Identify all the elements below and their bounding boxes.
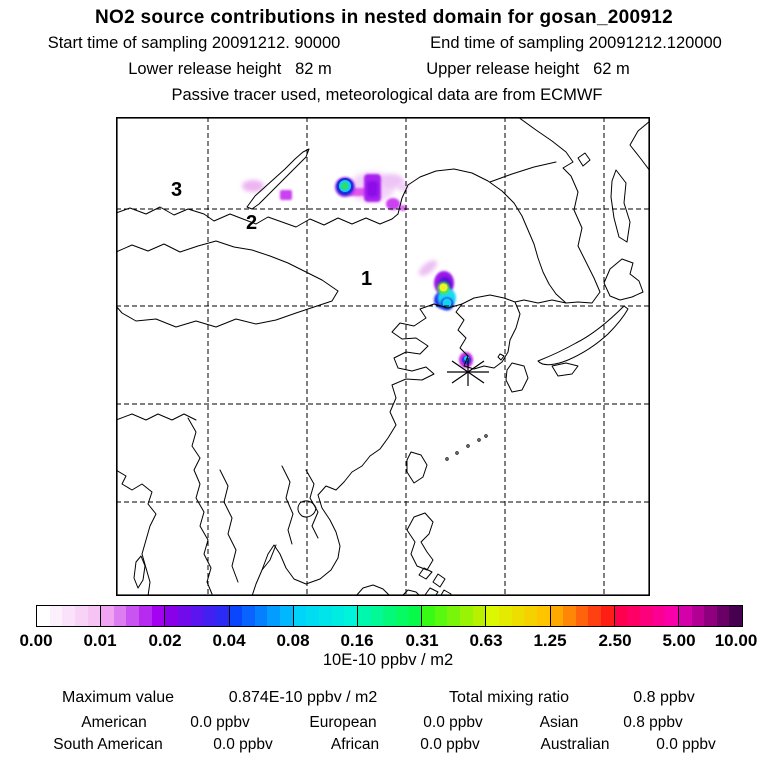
colorbar-cell (435, 606, 448, 626)
source-region-label-2: 2 (246, 212, 258, 234)
colorbar-tick-label: 0.63 (469, 631, 503, 650)
colorbar-cell (704, 606, 717, 626)
colorbar-cell (88, 606, 101, 626)
colorbar-cell (499, 606, 512, 626)
colorbar-segment (101, 606, 165, 626)
colorbar-tick-label: 0.16 (340, 631, 374, 650)
colorbar-tick-label: 1.25 (533, 631, 567, 650)
region-american-label: American (81, 714, 147, 731)
colorbar-cell (165, 606, 178, 626)
colorbar-cell (152, 606, 165, 626)
colorbar-cell (665, 606, 678, 626)
colorbar-cell (37, 606, 50, 626)
region-australian-value: 0.0 ppbv (656, 736, 716, 753)
region-south-american-value: 0.0 ppbv (213, 736, 273, 753)
lower-release-text: Lower release height 82 m (128, 60, 332, 78)
tracer-note-text: Passive tracer used, meteorological data are from ECMWF (171, 86, 603, 104)
colorbar-cell (306, 606, 319, 626)
colorbar-cell (409, 606, 422, 626)
colorbar-cell (203, 606, 216, 626)
end-time-text: End time of sampling 20091212.120000 (430, 34, 722, 52)
receptor-star-icon (447, 358, 489, 386)
colorbar-segment (294, 606, 358, 626)
colorbar-cell (576, 606, 589, 626)
colorbar-cell (588, 606, 601, 626)
colorbar-cell (537, 606, 550, 626)
colorbar-tick-label: 10.00 (714, 631, 758, 650)
total-mixing-ratio-value: 0.8 ppbv (633, 689, 695, 706)
colorbar-cell (679, 606, 692, 626)
colorbar-cell (422, 606, 435, 626)
colorbar-cell (344, 606, 357, 626)
colorbar-cell (729, 606, 742, 626)
colorbar-cell (191, 606, 204, 626)
colorbar-cell (242, 606, 255, 626)
region-asian-label: Asian (539, 714, 579, 731)
colorbar-cell (627, 606, 640, 626)
colorbar-segment (230, 606, 294, 626)
colorbar-cell (255, 606, 268, 626)
colorbar-cell (216, 606, 229, 626)
total-mixing-ratio-label: Total mixing ratio (448, 689, 570, 706)
region-asian-value: 0.8 ppbv (623, 714, 683, 731)
colorbar-cell (358, 606, 371, 626)
region-european-label: European (309, 714, 377, 731)
colorbar-cell (114, 606, 127, 626)
colorbar-cell (62, 606, 75, 626)
colorbar-cell (563, 606, 576, 626)
colorbar-cell (319, 606, 332, 626)
colorbar-cell (717, 606, 730, 626)
region-south-american-label: South American (53, 736, 163, 753)
colorbar-cell (524, 606, 537, 626)
colorbar-segment (37, 606, 101, 626)
colorbar-cell (383, 606, 396, 626)
colorbar-cell (230, 606, 243, 626)
region-australian-label: Australian (540, 736, 610, 753)
colorbar-cell (551, 606, 564, 626)
map-svg (116, 117, 650, 596)
colorbar-cell (653, 606, 666, 626)
plume-overlay (242, 172, 473, 368)
colorbar-tick-label: 5.00 (662, 631, 696, 650)
colorbar-cell (126, 606, 139, 626)
source-region-label-3: 3 (171, 179, 183, 201)
colorbar-cell (447, 606, 460, 626)
colorbar-cell (280, 606, 293, 626)
colorbar-cell (294, 606, 307, 626)
colorbar-tick-label: 0.08 (276, 631, 310, 650)
colorbar-segment (615, 606, 679, 626)
colorbar-cell (178, 606, 191, 626)
colorbar-cell (267, 606, 280, 626)
colorbar-cell (512, 606, 525, 626)
colorbar-cell (460, 606, 473, 626)
page-title: NO2 source contributions in nested domain for gosan_200912 (94, 7, 674, 28)
colorbar-cell (371, 606, 384, 626)
colorbar-tick-label: 0.04 (212, 631, 246, 650)
colorbar-segment (679, 606, 742, 626)
upper-release-text: Upper release height 62 m (426, 60, 630, 78)
colorbar-cell (473, 606, 486, 626)
colorbar-cell (50, 606, 63, 626)
region-african-label: African (330, 736, 380, 753)
colorbar-segment (551, 606, 615, 626)
colorbar-cell (486, 606, 499, 626)
colorbar-segment (422, 606, 486, 626)
colorbar-segment (486, 606, 550, 626)
colorbar-cell (601, 606, 614, 626)
colorbar-cell (692, 606, 705, 626)
colorbar-tick-label: 2.50 (598, 631, 632, 650)
maximum-value-label: Maximum value (61, 689, 175, 706)
colorbar-segment (165, 606, 229, 626)
colorbar-tick-label: 0.00 (19, 631, 53, 650)
colorbar-cell (615, 606, 628, 626)
colorbar-cell (640, 606, 653, 626)
colorbar-cell (101, 606, 114, 626)
maximum-value: 0.874E-10 ppbv / m2 (228, 689, 378, 706)
colorbar (36, 605, 743, 627)
colorbar-cell (139, 606, 152, 626)
colorbar-unit-label: 10E-10 ppbv / m2 (322, 651, 454, 669)
start-time-text: Start time of sampling 20091212. 90000 (47, 34, 341, 52)
colorbar-tick-label: 0.31 (405, 631, 439, 650)
colorbar-cell (396, 606, 409, 626)
map-plot (116, 117, 650, 596)
region-american-value: 0.0 ppbv (190, 714, 250, 731)
colorbar-tick-label: 0.01 (83, 631, 117, 650)
colorbar-tick-label: 0.02 (148, 631, 182, 650)
colorbar-cell (332, 606, 345, 626)
region-african-value: 0.0 ppbv (420, 736, 480, 753)
colorbar-segment (358, 606, 422, 626)
colorbar-cell (75, 606, 88, 626)
source-region-label-1: 1 (361, 268, 373, 290)
region-european-value: 0.0 ppbv (423, 714, 483, 731)
